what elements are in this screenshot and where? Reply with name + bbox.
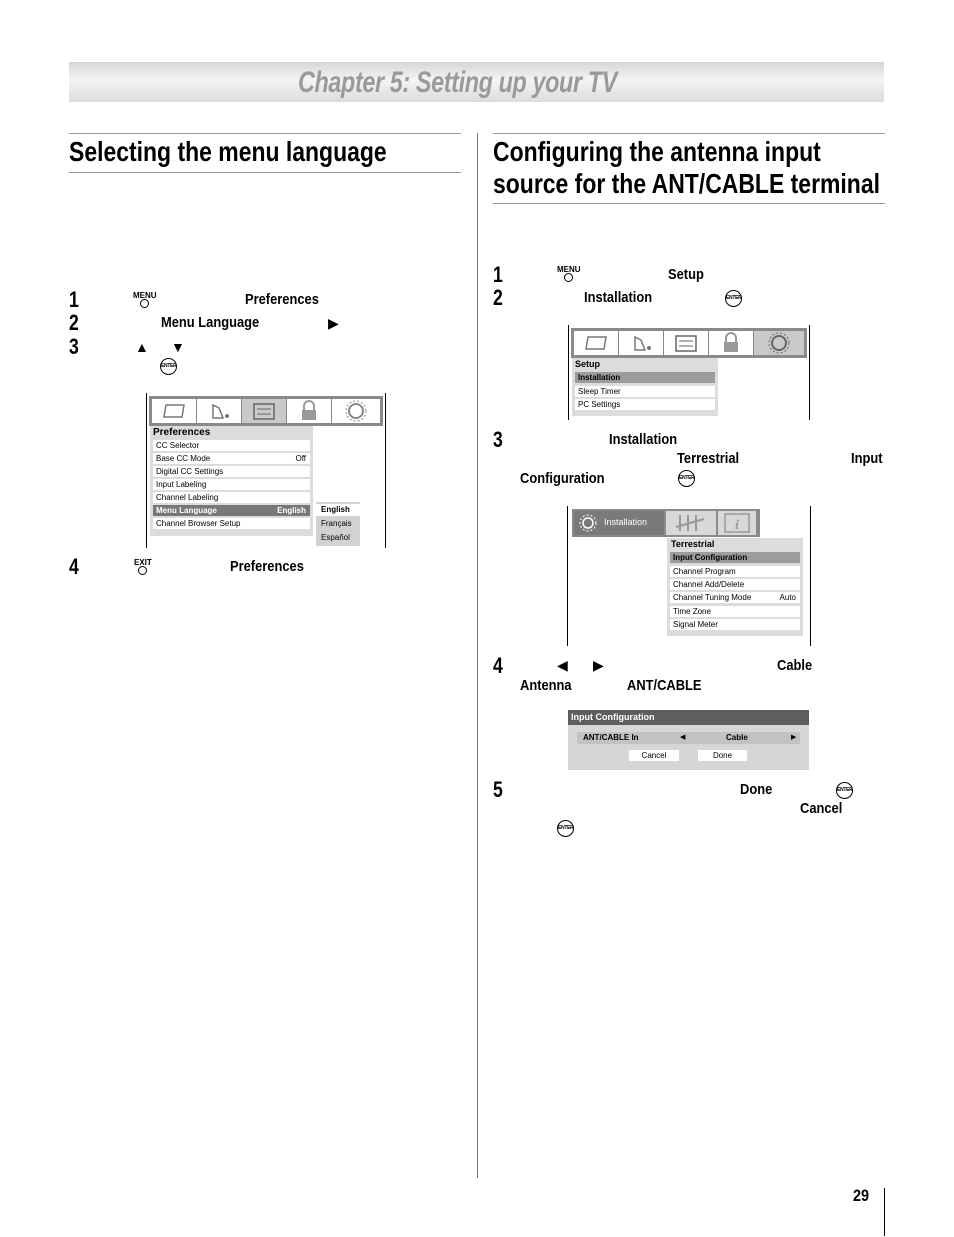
antenna-icon (666, 511, 716, 535)
panel-title: Setup (575, 359, 601, 369)
picture-icon (574, 331, 619, 355)
input-configuration-dialog (568, 710, 809, 770)
row-label: Time Zone (673, 607, 711, 616)
heading-rule-top (493, 133, 885, 134)
panel-title: Preferences (153, 427, 211, 438)
installation-menu-screen (567, 506, 811, 646)
step-number: 4 (69, 554, 79, 579)
heading-rule-bottom (493, 203, 885, 204)
step-number: 5 (493, 777, 503, 802)
menu-row-cc-selector[interactable] (153, 440, 310, 451)
row-label: Input Labeling (156, 480, 207, 489)
row-label: Base CC Mode (156, 454, 211, 463)
step-keyword: Input (851, 450, 883, 467)
step-keyword: Preferences (245, 291, 319, 308)
section-heading-line2: source for the ANT/CABLE terminal (493, 168, 880, 199)
step-number: 1 (69, 287, 79, 312)
up-arrow-icon: ▲ (135, 339, 149, 355)
step-keyword: Installation (584, 289, 653, 306)
step-keyword: Installation (609, 431, 678, 448)
preferences-menu-screen (146, 393, 386, 548)
setup-gear-icon (332, 399, 380, 423)
screen-border-right (809, 325, 810, 420)
menu-row-channel-tuning-mode[interactable] (670, 592, 800, 603)
screen-border-left (568, 325, 569, 420)
ant-cable-field[interactable] (577, 732, 800, 744)
step-keyword: Configuration (520, 470, 605, 487)
preferences-panel (150, 426, 313, 536)
row-label: CC Selector (156, 441, 200, 450)
row-label: Digital CC Settings (156, 467, 224, 476)
menu-button-icon (140, 299, 149, 308)
menu-row-base-cc-mode[interactable] (153, 453, 310, 464)
step-keyword: Menu Language (161, 314, 260, 331)
enter-button-icon: ENTER (160, 358, 177, 375)
lock-icon (287, 399, 332, 423)
menu-row-sleep-timer[interactable]: Sleep Timer (575, 386, 715, 397)
dialog-title: Input Configuration (571, 712, 655, 722)
terrestrial-panel (667, 538, 803, 636)
menu-row-channel-browser-setup[interactable] (153, 518, 310, 529)
screen-border-right (385, 393, 386, 548)
menu-row-pc-settings[interactable]: PC Settings (575, 399, 715, 410)
enter-button-icon: ENTER (836, 782, 853, 799)
step-number: 4 (493, 653, 503, 678)
menu-row-input-configuration[interactable] (670, 552, 800, 563)
menu-row-digital-cc-settings[interactable] (153, 466, 310, 477)
row-label: Channel Browser Setup (156, 519, 241, 528)
step-number: 1 (493, 262, 503, 287)
enter-button-icon: ENTER (557, 820, 574, 837)
screen-border-right (810, 506, 811, 646)
row-label: Channel Labeling (156, 493, 219, 502)
panel-title: Terrestrial (671, 539, 715, 549)
step-number: 3 (69, 334, 79, 359)
left-arrow-icon: ◀ (557, 657, 568, 673)
step-number: 2 (69, 310, 79, 335)
row-label: Channel Program (673, 567, 736, 576)
step-keyword: Terrestrial (677, 450, 740, 467)
menu-button-icon (564, 273, 573, 282)
menu-icon-bar (149, 396, 383, 426)
menu-row-channel-add-delete[interactable] (670, 579, 800, 590)
sound-icon (619, 331, 664, 355)
language-option[interactable]: English (316, 504, 360, 516)
section-heading-line1: Configuring the antenna input (493, 136, 821, 167)
heading-rule-bottom (69, 172, 461, 173)
row-label: Input Configuration (673, 553, 748, 562)
step-keyword: Antenna (520, 677, 572, 694)
language-option[interactable]: Français (321, 519, 352, 528)
menu-row-menu-language[interactable] (153, 505, 310, 516)
row-value: English (277, 506, 306, 515)
info-icon (718, 511, 756, 535)
exit-button-icon (138, 566, 147, 575)
setup-menu-screen (568, 325, 810, 420)
step-keyword: Setup (668, 266, 704, 283)
row-label: Channel Add/Delete (673, 580, 745, 589)
step-number: 3 (493, 427, 503, 452)
down-arrow-icon: ▼ (171, 339, 185, 355)
heading-rule-top (69, 133, 461, 134)
screen-border-left (146, 393, 147, 548)
page-number-rule (884, 1188, 885, 1236)
page-number: 29 (853, 1186, 870, 1205)
installation-tab[interactable] (574, 511, 664, 535)
dialog-title-bar (568, 710, 809, 725)
preferences-icon (664, 331, 709, 355)
step-keyword: Cancel (800, 800, 843, 817)
menu-row-input-labeling[interactable] (153, 479, 310, 490)
field-label: ANT/CABLE In (583, 733, 639, 742)
right-arrow-icon: ▶ (328, 315, 339, 331)
row-value: Off (295, 454, 306, 463)
menu-row-channel-labeling[interactable] (153, 492, 310, 503)
row-value: Auto (779, 593, 796, 602)
tab-label: Installation (604, 517, 648, 527)
setup-panel (572, 358, 718, 416)
installation-tab-bar (572, 509, 760, 537)
field-value: Cable (726, 733, 748, 742)
row-label: Menu Language (156, 506, 217, 515)
menu-icon-bar (571, 328, 807, 358)
right-arrow-icon: ▶ (593, 657, 604, 673)
step-number: 2 (493, 285, 503, 310)
menu-row-channel-program[interactable] (670, 566, 800, 577)
step-keyword: Done (740, 781, 773, 798)
language-submenu (316, 502, 360, 546)
sound-icon (197, 399, 242, 423)
menu-row-time-zone[interactable] (670, 606, 800, 617)
left-arrow-icon[interactable]: ◀ (680, 734, 686, 741)
cancel-button[interactable]: Cancel (629, 750, 679, 761)
picture-icon (152, 399, 197, 423)
preferences-icon (242, 399, 287, 423)
step-keyword: Preferences (230, 558, 304, 575)
right-arrow-icon[interactable]: ▶ (791, 734, 797, 741)
enter-button-icon: ENTER (678, 470, 695, 487)
menu-row-signal-meter[interactable] (670, 619, 800, 630)
section-heading: Selecting the menu language (69, 136, 387, 167)
setup-gear-icon (577, 511, 599, 535)
screen-border-left (567, 506, 568, 646)
row-label: Signal Meter (673, 620, 718, 629)
language-option[interactable]: Español (321, 533, 350, 542)
step-keyword: ANT/CABLE (627, 677, 702, 694)
row-label: Channel Tuning Mode (673, 593, 752, 602)
menu-key-label: MENU (133, 291, 157, 300)
menu-row-installation[interactable]: Installation (575, 372, 715, 383)
chapter-title: Chapter 5: Setting up your TV (298, 66, 617, 99)
setup-gear-icon (754, 331, 804, 355)
menu-key-label: MENU (557, 265, 581, 274)
column-divider (477, 133, 478, 1178)
svg-text:i: i (735, 518, 739, 533)
step-keyword: Cable (777, 657, 813, 674)
exit-key-label: EXIT (134, 558, 152, 567)
done-button[interactable]: Done (698, 750, 747, 761)
enter-button-icon: ENTER (725, 290, 742, 307)
lock-icon (709, 331, 754, 355)
